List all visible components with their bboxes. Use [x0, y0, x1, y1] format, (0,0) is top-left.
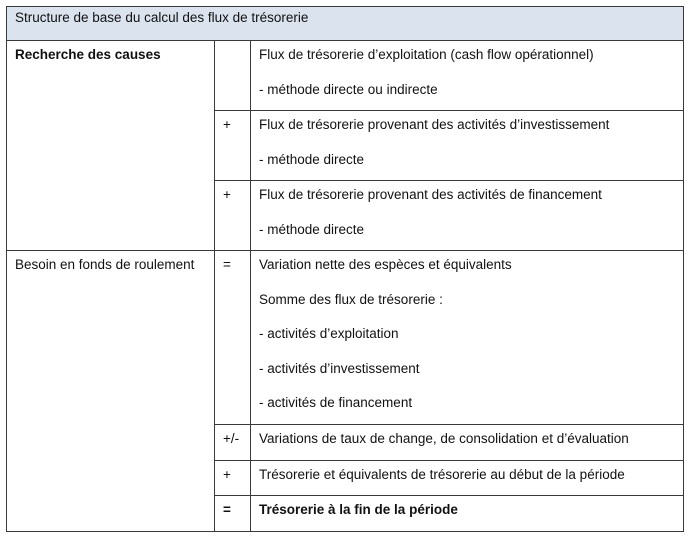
description-line: - méthode directe	[259, 151, 365, 167]
operator-cell	[215, 496, 251, 532]
section-causes-cell	[7, 41, 215, 251]
description-cell	[251, 425, 684, 461]
section-causes-label: Recherche des causes	[15, 47, 161, 62]
description-cell	[251, 496, 684, 532]
description-line: - activités de financement	[259, 395, 413, 410]
table-row	[7, 41, 684, 111]
operator-cell	[215, 111, 251, 181]
operator: =	[223, 257, 231, 272]
description-cell	[251, 111, 684, 181]
table-title-cell	[7, 7, 684, 41]
section-besoin-label: Besoin en fonds de roulement	[15, 257, 195, 272]
description-line: Flux de trésorerie provenant des activités d’investissement	[259, 117, 610, 132]
operator-cell	[215, 41, 251, 111]
description-cell	[251, 181, 684, 251]
description-line: Trésorerie à la fin de la période	[259, 502, 458, 517]
description-line: Somme des flux de trésorerie :	[259, 291, 443, 307]
description-line: - activités d’exploitation	[259, 326, 399, 341]
description-cell	[251, 460, 684, 496]
description-cell	[251, 41, 684, 111]
operator: =	[223, 502, 231, 517]
description-line: - activités d’investissement	[259, 360, 420, 376]
description-line: Trésorerie et équivalents de trésorerie au début de la période	[259, 466, 625, 482]
operator: +	[223, 117, 231, 132]
description-line: - méthode directe	[259, 221, 365, 237]
description-line: - méthode directe ou indirecte	[259, 81, 438, 97]
operator-cell	[215, 425, 251, 461]
operator: +	[223, 187, 231, 202]
operator: +/-	[223, 431, 240, 446]
operator-cell	[215, 251, 251, 425]
operator: +	[223, 466, 231, 482]
operator-cell	[215, 460, 251, 496]
description-line: Variations de taux de change, de consolidation et d’évaluation	[259, 431, 629, 446]
table-title: Structure de base du calcul des flux de trésorerie	[15, 10, 309, 25]
table-row	[7, 251, 684, 425]
cash-flow-structure-table	[6, 6, 684, 532]
operator-cell	[215, 181, 251, 251]
operator	[215, 41, 250, 45]
description-line: Variation nette des espèces et équivalents	[259, 257, 512, 272]
table-title-row	[7, 7, 684, 41]
section-besoin-cell	[7, 251, 215, 532]
description-cell	[251, 251, 684, 425]
description-line: Flux de trésorerie provenant des activités de financement	[259, 187, 602, 202]
description-line: Flux de trésorerie d’exploitation (cash flow opérationnel)	[259, 47, 594, 62]
